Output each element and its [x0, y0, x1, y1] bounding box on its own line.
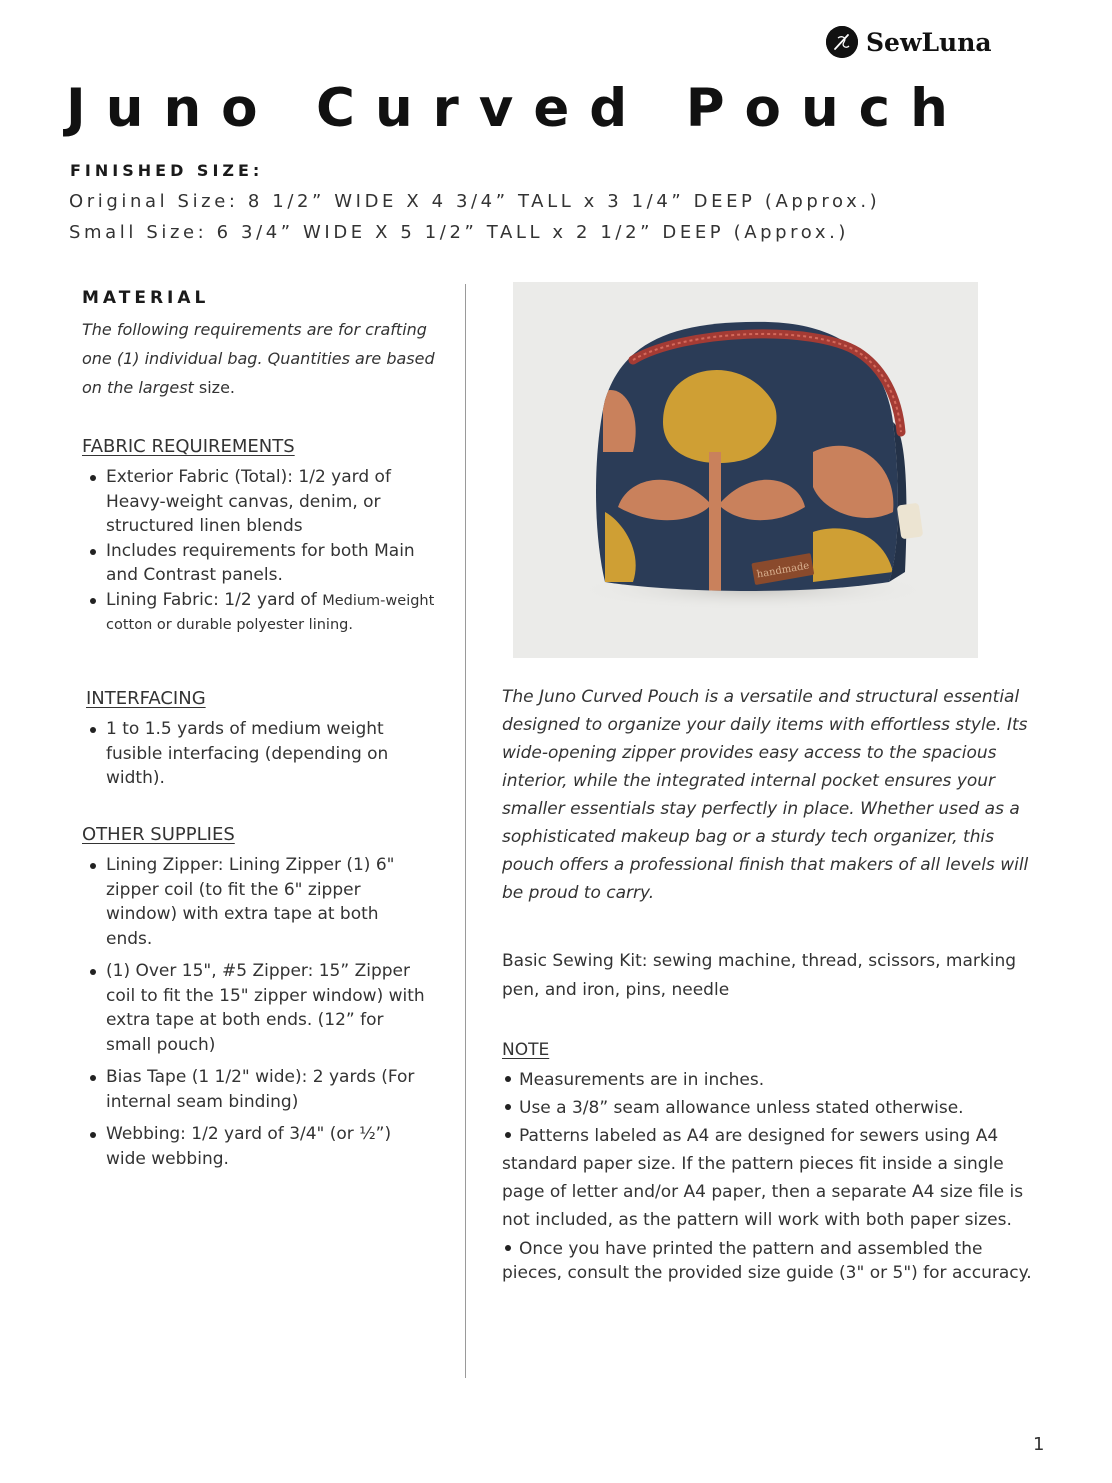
note-list: [502, 1066, 1042, 1285]
material-intro-upright: size.: [193, 378, 235, 397]
note-text: Measurements are in inches.: [519, 1070, 765, 1090]
product-description: The Juno Curved Pouch is a versatile and structural essential designed to organize your daily items with effortless style. Its wide-opening zipper provides easy access to the spacious interior, while the integrated internal pocket ensures your smaller essentials stay perfectly in place. Whether used as a sophisticated makeup bag or a sturdy tech organizer, this pouch offers a professional finish that makers of all levels will be proud to carry.: [502, 687, 1029, 903]
list-item: Bias Tape (1 1/2" wide): 2 yards (For internal seam binding): [82, 1065, 427, 1114]
list-item: [502, 1094, 1042, 1122]
list-item: [502, 1066, 1042, 1094]
list-item: Includes requirements for both Main and Contrast panels.: [82, 539, 452, 588]
material-intro-italic: The following requirements are for crafting one (1) individual bag. Quantities are based on the largest: [82, 320, 435, 397]
list-item: [82, 588, 452, 637]
lining-lead: Lining Fabric: 1/2 yard of: [106, 589, 323, 610]
other-supplies-list: [82, 853, 427, 1171]
small-size: Small Size: 6 3/4” WIDE X 5 1/2” TALL x 2 1/2” DEEP (Approx.): [69, 222, 850, 243]
bullet-icon: [505, 1132, 511, 1138]
needle-logo-icon: [826, 26, 858, 58]
bullet-icon: [505, 1076, 511, 1082]
original-size: Original Size: 8 1/2” WIDE X 4 3/4” TALL x 3 1/4” DEEP (Approx.): [69, 191, 881, 212]
list-item: Webbing: 1/2 yard of 3/4" (or ½”) wide webbing.: [82, 1122, 427, 1171]
list-item: Exterior Fabric (Total): 1/2 yard of Heavy-weight canvas, denim, or structured linen blends: [82, 465, 452, 539]
finished-size-label: FINISHED SIZE:: [70, 161, 264, 180]
handmade-label-text: handmade: [756, 560, 811, 581]
list-item: Lining Zipper: Lining Zipper (1) 6" zipper coil (to fit the 6" zipper window) with extra tape at both ends.: [82, 853, 427, 951]
brand-logo: [826, 26, 992, 58]
list-item: 1 to 1.5 yards of medium weight fusible interfacing (depending on width).: [82, 717, 422, 791]
bullet-icon: [505, 1104, 511, 1110]
interfacing-list: [82, 717, 422, 791]
note-heading: NOTE: [502, 1040, 550, 1060]
zipper-tab: [897, 503, 924, 540]
page-title: Juno Curved Pouch: [66, 78, 968, 139]
fabric-requirements-heading: FABRIC REQUIREMENTS: [82, 436, 295, 457]
list-item: (1) Over 15", #5 Zipper: 15” Zipper coil to fit the 15" zipper window) with extra tape at both ends. (12” for small pouch): [82, 959, 427, 1057]
page-number: 1: [1033, 1434, 1045, 1455]
material-intro: [82, 315, 442, 402]
interfacing-heading: INTERFACING: [86, 688, 206, 709]
material-label: MATERIAL: [82, 288, 210, 308]
list-item: [502, 1237, 1042, 1285]
column-divider: [465, 284, 466, 1378]
sewing-kit: Basic Sewing Kit: sewing machine, thread, scissors, marking pen, and iron, pins, needle: [502, 951, 1017, 1000]
lining-detail: Medium-weight cotton or durable polyester lining.: [106, 592, 435, 633]
other-supplies-heading: OTHER SUPPLIES: [82, 824, 235, 845]
note-text: Once you have printed the pattern and assembled the pieces, consult the provided size guide (3" or 5") for accuracy.: [502, 1239, 1032, 1283]
list-item: [502, 1122, 1042, 1234]
bullet-icon: [505, 1245, 511, 1251]
product-photo: [513, 282, 978, 658]
fabric-requirements-list: [82, 465, 452, 637]
note-text: Patterns labeled as A4 are designed for sewers using A4 standard paper size. If the pattern pieces fit inside a single page of letter and/or A4 paper, then a separate A4 size file is not included, as the pattern will work with both paper sizes.: [502, 1126, 1024, 1230]
note-text: Use a 3/8” seam allowance unless stated otherwise.: [519, 1098, 964, 1118]
brand-name: SewLuna: [866, 27, 992, 57]
